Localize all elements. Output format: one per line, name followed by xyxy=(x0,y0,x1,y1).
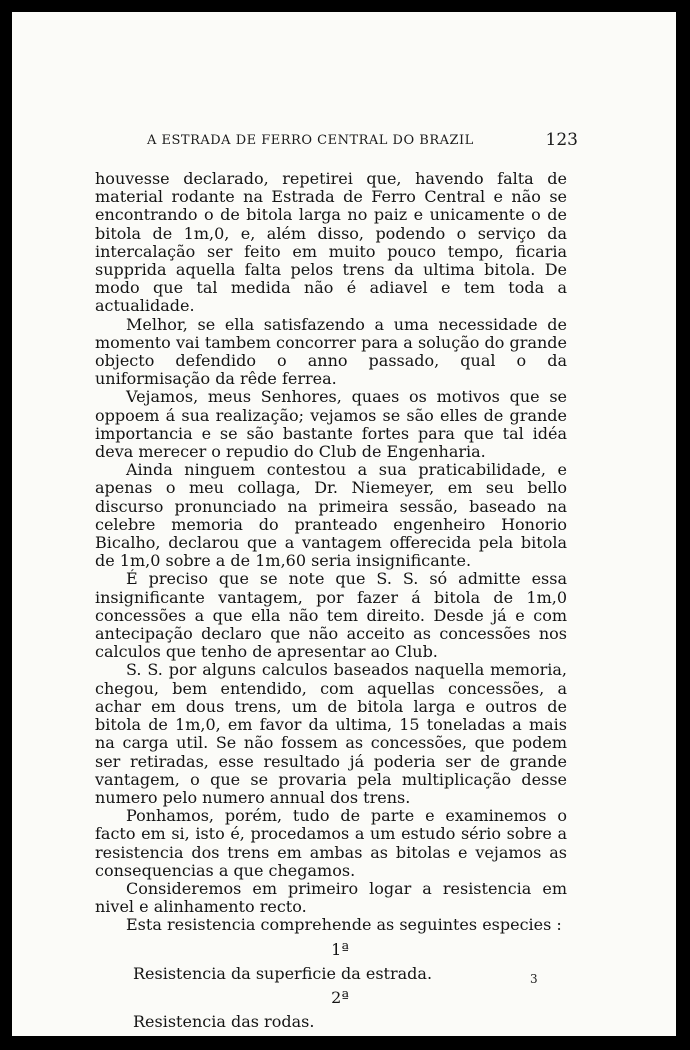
signature-mark: 3 xyxy=(530,972,538,986)
book-page xyxy=(12,12,676,1036)
paragraph: Ponhamos, porém, tudo de parte e examinemos o facto em si, isto é, procedamos a um estudo sério sobre a resistencia dos trens em ambas as bitolas e vejamos as consequencias a que chegamos. xyxy=(95,806,567,880)
paragraph: É preciso que se note que S. S. só admitte essa insignificante vantagem, por fazer á bitola de 1m,0 concessões a que ella não tem direito. Desde já e com antecipação declaro que não acceito as concessões nos calculos que tenho de apresentar ao Club. xyxy=(95,569,567,662)
item-text: Resistencia das rodas. xyxy=(133,1012,315,1032)
item-text: Resistencia da superficie da estrada. xyxy=(133,963,433,983)
page-body xyxy=(95,170,567,1031)
paragraph: Melhor, se ella satisfazendo a uma necessidade de momento vai tambem concorrer para a solução do grande objecto defendido o anno passado, qual o da uniformisação da rêde ferrea. xyxy=(95,314,567,389)
running-title: A ESTRADA DE FERRO CENTRAL DO BRAZIL xyxy=(147,133,474,148)
paragraph: Esta resistencia comprehende as seguintes especies : xyxy=(126,915,562,935)
paragraph: houvesse declarado, repetirei que, havendo falta de material rodante na Estrada de Ferro Central e não se encontrando o de bitola larga no paiz e unicamente o de bitola de 1m,0, e, além disso, podendo o serviço da intercalação ser feito em muito pouco tempo, ficaria supprida aquella falta pelos trens da ultima bitola. De modo que tal medida não é adiavel e tem toda a actualidade. xyxy=(95,169,567,316)
item-ordinal: 2ª xyxy=(331,987,349,1007)
paragraph: Vejamos, meus Senhores, quaes os motivos que se oppoem á sua realização; vejamos se são elles de grande importancia e se são bastante fortes para que tal idéa deva merecer o repudio do Club de Engenharia. xyxy=(95,387,567,462)
page-number: 123 xyxy=(545,130,578,150)
item-ordinal: 1ª xyxy=(331,939,349,959)
paragraph: Ainda ninguem contestou a sua praticabilidade, e apenas o meu collaga, Dr. Niemeyer, em seu bello discurso pronunciado na primeira sessão, baseado na celebre memoria do pranteado engenheiro Honorio Bicalho, declarou que a vantagem offerecida pela bitola de 1m,0 sobre a de 1m,60 seria insignificante. xyxy=(95,460,567,571)
paragraph: S. S. por alguns calculos baseados naquella memoria, chegou, bem entendido, com aquellas concessões, a achar em dous trens, um de bitola larga e outros de bitola de 1m,0, em favor da ultima, 15 toneladas a mais na carga util. Se não fossem as concessões, que podem ser retiradas, esse resultado já poderia ser de grande vantagem, o que se provaria pela multiplicação desse numero pelo numero annual dos trens. xyxy=(95,660,567,807)
paragraph: Consideremos em primeiro logar a resistencia em nivel e alinhamento recto. xyxy=(95,878,567,917)
